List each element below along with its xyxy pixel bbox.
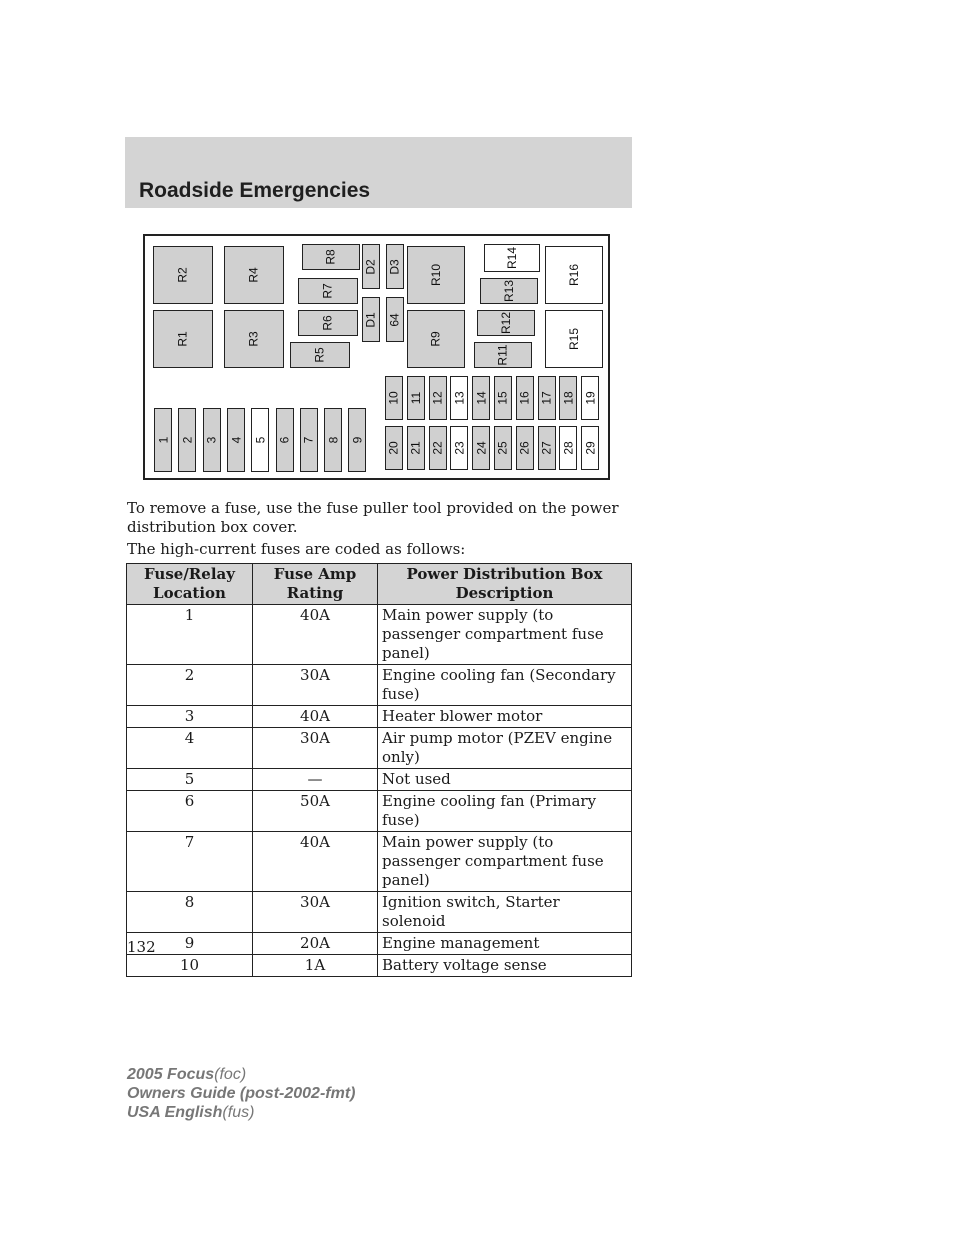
diode-64 xyxy=(386,297,404,342)
diode-d2 xyxy=(362,244,380,289)
cell-rating: 40A xyxy=(253,605,378,665)
table-header-row xyxy=(127,564,632,605)
cell-label: R11 xyxy=(496,344,510,366)
fuse-29 xyxy=(581,426,599,470)
relay-r5 xyxy=(290,342,350,368)
fuse-2 xyxy=(178,408,196,472)
instruction-paragraph: To remove a fuse, use the fuse puller tool provided on the power distribution box cover. xyxy=(127,499,619,536)
fuse-18 xyxy=(559,376,577,420)
table-row xyxy=(127,955,632,977)
cell-label: 29 xyxy=(583,441,598,455)
cell-description: Air pump motor (PZEV engine only) xyxy=(378,728,632,769)
cell-description: Main power supply (to passenger compartment fuse panel) xyxy=(378,832,632,892)
cell-label: 14 xyxy=(474,391,489,405)
cell-location: 2 xyxy=(127,665,253,706)
cell-label: 17 xyxy=(539,391,554,405)
intro-paragraph: The high-current fuses are coded as follows: xyxy=(127,540,466,558)
cell-label: 1 xyxy=(156,436,170,444)
fuse-6 xyxy=(276,408,294,472)
cell-rating: 50A xyxy=(253,791,378,832)
cell-label: R12 xyxy=(498,311,513,335)
fuse-21 xyxy=(407,426,425,470)
cell-label: R1 xyxy=(176,331,190,347)
page-number: 132 xyxy=(127,938,156,956)
relay-r6 xyxy=(298,310,358,336)
fuse-19 xyxy=(581,376,599,420)
header-rating: Fuse Amp Rating xyxy=(253,564,378,605)
fuse-1 xyxy=(154,408,172,472)
fuse-22 xyxy=(429,426,447,470)
cell-label: R4 xyxy=(247,267,261,283)
cell-rating: 1A xyxy=(253,955,378,977)
section-title: Roadside Emergencies xyxy=(139,179,371,202)
footer-model: 2005 Focus xyxy=(127,1066,215,1083)
table-row xyxy=(127,832,632,892)
relay-r1 xyxy=(153,310,213,368)
cell-label: R2 xyxy=(176,267,190,283)
relay-r14 xyxy=(484,244,540,272)
cell-label: R3 xyxy=(247,331,261,347)
cell-label: 4 xyxy=(228,436,243,444)
cell-label: D3 xyxy=(388,258,402,275)
cell-description: Ignition switch, Starter solenoid xyxy=(378,892,632,933)
cell-location: 6 xyxy=(127,791,253,832)
cell-label: 11 xyxy=(408,391,423,405)
footer-language: USA English xyxy=(127,1104,223,1121)
fuse-8 xyxy=(324,408,342,472)
diode-d3 xyxy=(386,244,404,289)
fuse-15 xyxy=(494,376,512,420)
cell-label: R5 xyxy=(313,347,327,363)
cell-label: 16 xyxy=(517,391,532,405)
fuse-4 xyxy=(227,408,245,472)
fuse-12 xyxy=(429,376,447,420)
cell-location: 1 xyxy=(127,605,253,665)
fuse-27 xyxy=(538,426,556,470)
relay-r3 xyxy=(224,310,284,368)
cell-label: 26 xyxy=(517,441,532,455)
fuse-20 xyxy=(385,426,403,470)
cell-rating: 30A xyxy=(253,892,378,933)
table-row xyxy=(127,706,632,728)
fuse-16 xyxy=(516,376,534,420)
cell-label: 20 xyxy=(386,441,401,455)
cell-label: 13 xyxy=(452,391,467,405)
cell-label: 5 xyxy=(253,436,268,444)
section-header xyxy=(125,137,632,208)
relay-r2 xyxy=(153,246,213,304)
table-row xyxy=(127,605,632,665)
fuse-7 xyxy=(300,408,318,472)
cell-rating: 40A xyxy=(253,832,378,892)
cell-description: Engine management xyxy=(378,933,632,955)
cell-location: 3 xyxy=(127,706,253,728)
fuse-box-diagram xyxy=(143,234,610,480)
header-description: Power Distribution Box Description xyxy=(378,564,632,605)
cell-label: 24 xyxy=(474,441,489,455)
cell-description: Main power supply (to passenger compartment fuse panel) xyxy=(378,605,632,665)
cell-label: 28 xyxy=(561,441,576,455)
relay-r9 xyxy=(407,310,465,368)
relay-r15 xyxy=(545,310,603,368)
fuse-table xyxy=(126,563,632,977)
relay-r11 xyxy=(474,342,532,368)
relay-r4 xyxy=(224,246,284,304)
cell-label: R13 xyxy=(501,279,516,303)
table-row xyxy=(127,769,632,791)
cell-label: 15 xyxy=(495,391,510,405)
cell-location: 9 xyxy=(127,933,253,955)
cell-label: 19 xyxy=(583,391,598,405)
cell-rating: 40A xyxy=(253,706,378,728)
cell-label: 10 xyxy=(386,391,401,405)
relay-r12 xyxy=(477,310,535,336)
cell-label: 64 xyxy=(387,312,402,327)
cell-label: 21 xyxy=(408,441,423,455)
cell-label: 3 xyxy=(204,436,219,444)
fuse-3 xyxy=(203,408,221,472)
cell-location: 8 xyxy=(127,892,253,933)
cell-label: 12 xyxy=(430,391,445,405)
fuse-9 xyxy=(348,408,366,472)
fuse-11 xyxy=(407,376,425,420)
cell-label: R8 xyxy=(324,249,338,265)
fuse-24 xyxy=(472,426,490,470)
cell-label: R16 xyxy=(566,263,581,287)
cell-label: 22 xyxy=(430,441,445,455)
cell-label: 2 xyxy=(180,436,195,444)
cell-location: 10 xyxy=(127,955,253,977)
footer-language-code: (fus) xyxy=(222,1104,255,1121)
cell-label: 25 xyxy=(495,441,510,455)
cell-label: R14 xyxy=(504,246,519,270)
fuse-10 xyxy=(385,376,403,420)
fuse-25 xyxy=(494,426,512,470)
relay-r8 xyxy=(302,244,360,270)
header-location: Fuse/Relay Location xyxy=(127,564,253,605)
table-row xyxy=(127,933,632,955)
fuse-13 xyxy=(450,376,468,420)
cell-label: 6 xyxy=(277,436,292,444)
table-row xyxy=(127,665,632,706)
relay-r7 xyxy=(298,278,358,304)
table-row xyxy=(127,728,632,769)
relay-r10 xyxy=(407,246,465,304)
fuse-23 xyxy=(450,426,468,470)
cell-label: D2 xyxy=(364,258,378,275)
fuse-28 xyxy=(559,426,577,470)
cell-label: R7 xyxy=(321,283,335,299)
cell-rating: 20A xyxy=(253,933,378,955)
cell-rating: 30A xyxy=(253,728,378,769)
cell-label: R6 xyxy=(321,315,335,331)
cell-label: 18 xyxy=(561,391,576,405)
cell-description: Engine cooling fan (Secondary fuse) xyxy=(378,665,632,706)
fuse-26 xyxy=(516,426,534,470)
cell-label: R15 xyxy=(566,327,581,351)
footer-model-code: (foc) xyxy=(214,1066,247,1083)
table-row xyxy=(127,892,632,933)
cell-label: 23 xyxy=(452,441,467,455)
cell-label: 27 xyxy=(539,441,554,455)
cell-location: 4 xyxy=(127,728,253,769)
cell-label: 8 xyxy=(326,436,341,444)
fuse-17 xyxy=(538,376,556,420)
cell-label: 9 xyxy=(350,436,365,444)
cell-description: Heater blower motor xyxy=(378,706,632,728)
cell-label: D1 xyxy=(364,311,378,328)
cell-description: Not used xyxy=(378,769,632,791)
cell-location: 7 xyxy=(127,832,253,892)
cell-description: Battery voltage sense xyxy=(378,955,632,977)
cell-rating: 30A xyxy=(253,665,378,706)
fuse-14 xyxy=(472,376,490,420)
relay-r13 xyxy=(480,278,538,304)
cell-rating: — xyxy=(253,769,378,791)
cell-location: 5 xyxy=(127,769,253,791)
relay-r16 xyxy=(545,246,603,304)
fuse-5 xyxy=(251,408,269,472)
footer xyxy=(127,1065,355,1122)
table-row xyxy=(127,791,632,832)
cell-label: R10 xyxy=(428,263,443,287)
cell-description: Engine cooling fan (Primary fuse) xyxy=(378,791,632,832)
diode-d1 xyxy=(362,297,380,342)
cell-label: R9 xyxy=(429,331,443,347)
footer-guide: Owners Guide (post-2002-fmt) xyxy=(127,1085,356,1102)
cell-label: 7 xyxy=(301,436,316,444)
